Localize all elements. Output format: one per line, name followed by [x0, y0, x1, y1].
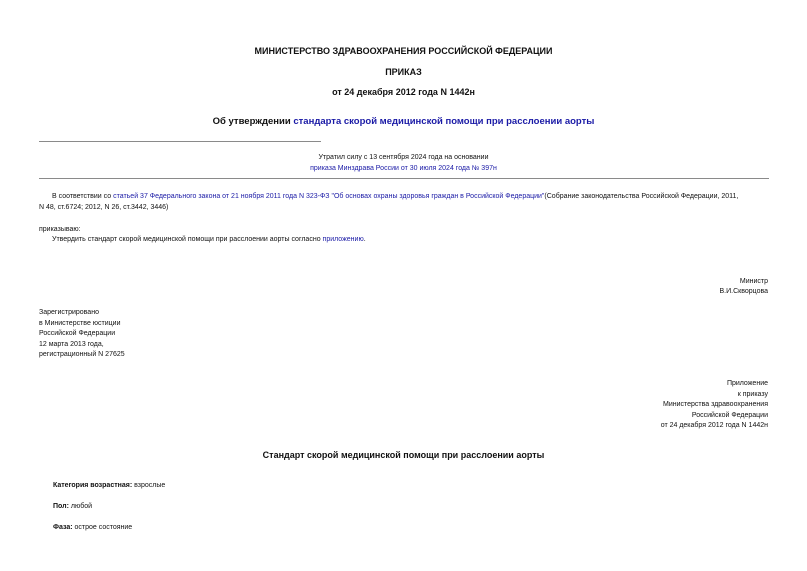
preamble-rest: (Собрание законодательства Российской Федерации, 2011, — [544, 193, 739, 200]
order-date-number: от 24 декабря 2012 года N 1442н — [332, 87, 475, 97]
appendix-link[interactable]: приложению — [322, 236, 364, 243]
repeal-notice-link-wrap — [0, 164, 807, 175]
document-type: ПРИКАЗ — [385, 67, 422, 77]
appendix-line: от 24 декабря 2012 года N 1442н — [660, 422, 768, 429]
appendix-line: Приложение — [726, 380, 768, 387]
age-label: Категория возрастная: — [53, 482, 133, 489]
document-title — [0, 116, 807, 127]
age-value: взрослые — [132, 482, 166, 489]
title-link[interactable]: стандарта скорой медицинской помощи при расслоении аорты — [293, 116, 595, 127]
law-link[interactable]: статьей 37 Федерального закона от 21 ноября 2011 года N 323-ФЗ "Об основах охраны здоровья граждан в Российской Федерации" — [113, 193, 545, 200]
registration-line: 12 марта 2013 года, — [39, 340, 104, 348]
registration-block — [39, 308, 125, 361]
appendix-block — [661, 379, 768, 432]
title-prefix: Об утверждении — [212, 116, 294, 127]
preamble-line2: N 48, ст.6724; 2012, N 26, ст.3442, 3446) — [39, 204, 169, 211]
divider-short — [39, 141, 321, 142]
registration-line: регистрационный N 27625 — [39, 351, 125, 358]
order-text-body: Утвердить стандарт скорой медицинской помощи при расслоении аорты согласно — [52, 236, 323, 243]
registration-line: Российской Федерации — [39, 330, 116, 337]
registration-line: Зарегистрировано — [39, 309, 99, 316]
order-text-end: . — [363, 236, 366, 243]
order-text — [52, 235, 366, 246]
signature-name: В.И.Скворцова — [719, 288, 768, 295]
preamble-lead: В соответствии со — [52, 193, 114, 200]
standard-title: Стандарт скорой медицинской помощи при расслоении аорты — [262, 450, 545, 460]
order-word: приказываю: — [39, 226, 81, 233]
repeal-notice-line1: Утратил силу с 13 сентября 2024 года на основании — [318, 154, 489, 161]
appendix-line: Министерства здравоохранения — [663, 401, 768, 408]
repeal-order-link[interactable]: приказа Минздрава России от 30 июля 2024 года № 397н — [310, 165, 497, 172]
signature-position: Министр — [739, 278, 768, 285]
phase-field — [53, 523, 132, 534]
appendix-line: Российской Федерации — [691, 411, 768, 419]
phase-label: Фаза: — [53, 524, 73, 531]
divider-long — [39, 178, 769, 179]
sex-field — [53, 502, 92, 513]
appendix-line: к приказу — [737, 390, 768, 398]
preamble-line1 — [52, 192, 772, 203]
age-category — [53, 481, 165, 492]
sex-value: любой — [68, 503, 93, 510]
sex-label: Пол: — [53, 503, 69, 510]
ministry-heading: МИНИСТЕРСТВО ЗДРАВООХРАНЕНИЯ РОССИЙСКОЙ ФЕДЕРАЦИИ — [254, 46, 553, 56]
registration-line: в Министерстве юстиции — [39, 319, 121, 327]
phase-value: острое состояние — [72, 524, 133, 531]
